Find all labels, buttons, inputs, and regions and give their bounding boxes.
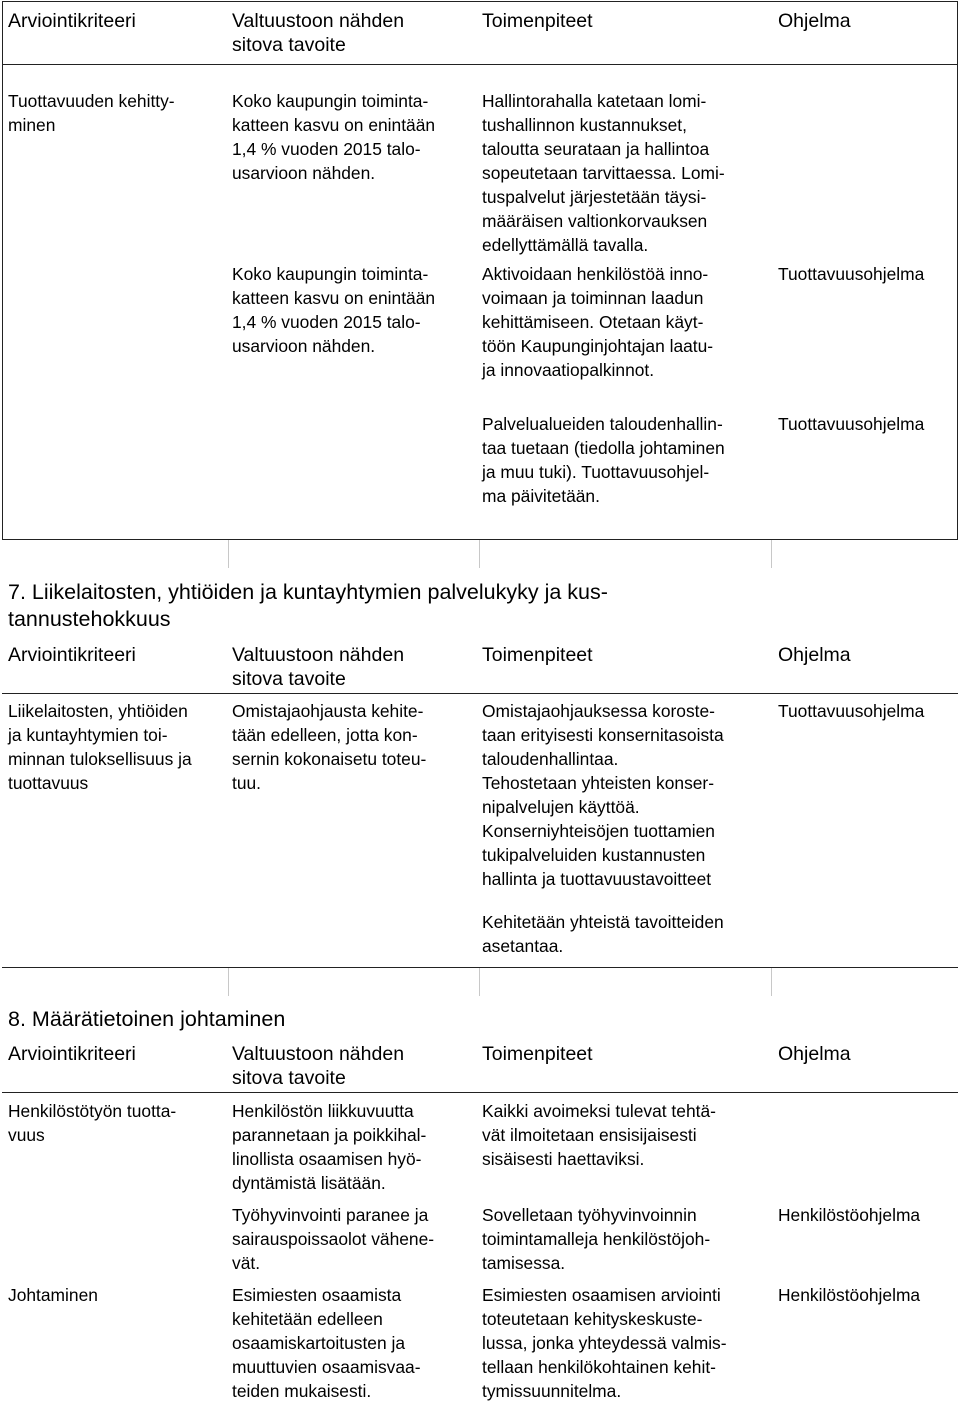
table1-header-border: [2, 64, 958, 65]
s8-goal-mobility: Henkilöstön liikkuvuutta parannetaan ja poikkihal- linollista osaamisen hyö- dyntämistä lisätään.: [232, 1101, 427, 1193]
header-goal: Valtuustoon nähden sitova tavoite: [232, 10, 405, 56]
s7-action-goal-setting: Kehitetään yhteistä tavoitteiden asetantaa.: [482, 912, 724, 956]
s7-header-actions: Toimenpiteet: [482, 644, 593, 666]
s7-header-goal: Valtuustoon nähden sitova tavoite: [232, 644, 405, 690]
s8-header-border: [2, 1092, 958, 1093]
s8-header-program: Ohjelma: [778, 1043, 851, 1065]
s8-program-hr-2: Henkilöstöohjelma: [778, 1285, 921, 1305]
table1-left-border: [2, 1, 3, 539]
divider-tick: [479, 968, 480, 996]
divider-tick: [771, 968, 772, 996]
s7-program-productivity: Tuottavuusohjelma: [778, 701, 925, 721]
s7-header-border: [2, 693, 958, 694]
action-financial-management: Palvelualueiden taloudenhallin- taa tuetaan (tiedolla johtaminen ja muu tuki). Tuottavuusohjel- ma päivitetään.: [482, 414, 725, 506]
s8-action-wellbeing: Sovelletaan työhyvinvoinnin toimintamalleja henkilöstöjoh- tamisessa.: [482, 1205, 711, 1273]
s8-program-hr-1: Henkilöstöohjelma: [778, 1205, 921, 1225]
table1-right-border: [957, 1, 958, 539]
header-actions: Toimenpiteet: [482, 10, 593, 32]
header-program: Ohjelma: [778, 10, 851, 32]
s8-goal-supervisor-skills: Esimiesten osaamista kehitetään edelleen osaamiskartoitusten ja muuttuvien osaamisvaa- teiden mukaisesti.: [232, 1285, 421, 1401]
s7-goal-ownership: Omistajaohjausta kehite- tään edelleen, jotta kon- sernin kokonaisetu toteu- tuu.: [232, 701, 427, 793]
s8-criteria-hr-productivity: Henkilöstötyön tuotta- vuus: [8, 1101, 177, 1145]
s7-action-ownership: Omistajaohjauksessa koroste- taan erityisesti konsernitasoista taloudenhallintaa. Tehostetaan yhteisten konser- nipalvelujen käyttöä. Konserniyhteisöjen tuottamien tukipalveluiden kustannusten hallinta ja tuottavuustavoitteet: [482, 701, 724, 889]
divider-tick: [479, 540, 480, 568]
action-administration: Hallintorahalla katetaan lomi- tushallinnon kustannukset, taloutta seurataan ja hallintoa sopeutetaan tarvittaessa. Lomi- tuspalvelut järjestetään täysi- määräisen valtionkorvauksen edellyttämällä tavalla.: [482, 91, 725, 255]
s8-action-internal-hiring: Kaikki avoimeksi tulevat tehtä- vät ilmoitetaan ensisijaisesti sisäisesti haettaviksi.: [482, 1101, 716, 1169]
s8-action-development-talks: Esimiesten osaamisen arviointi toteutetaan kehityskeskuste- lussa, jonka yhteydessä valmis- tellaan henkilökohtainen kehit- tymissuunnitelma.: [482, 1285, 727, 1401]
section8-title: 8. Määrätietoinen johtaminen: [8, 1007, 286, 1031]
goal-operating-margin: Koko kaupungin toiminta- katteen kasvu on enintään 1,4 % vuoden 2015 talo- usarvioon nähden.: [232, 91, 436, 183]
criteria-productivity: Tuottavuuden kehitty- minen: [8, 91, 175, 135]
s7-header-program: Ohjelma: [778, 644, 851, 666]
s7-criteria-enterprises: Liikelaitosten, yhtiöiden ja kuntayhtymien toi- minnan tuloksellisuus ja tuottavuus: [8, 701, 192, 793]
s8-header-actions: Toimenpiteet: [482, 1043, 593, 1065]
goal-operating-margin-2: Koko kaupungin toiminta- katteen kasvu on enintään 1,4 % vuoden 2015 talo- usarvioon nähden.: [232, 264, 436, 356]
s7-bottom-border: [2, 967, 958, 968]
action-innovation: Aktivoidaan henkilöstöä inno- voimaan ja toiminnan laadun kehittämiseen. Otetaan käyt- töön Kaupunginjohtajan laatu- ja innovaatiopalkinnot.: [482, 264, 714, 380]
table1-top-border: [2, 1, 958, 2]
s8-criteria-leadership: Johtaminen: [8, 1285, 98, 1305]
program-productivity-1: Tuottavuusohjelma: [778, 264, 925, 284]
s8-goal-wellbeing: Työhyvinvointi paranee ja sairauspoissaolot vähene- vät.: [232, 1205, 435, 1273]
program-productivity-2: Tuottavuusohjelma: [778, 414, 925, 434]
s8-header-criteria: Arviointikriteeri: [8, 1043, 136, 1065]
s7-header-criteria: Arviointikriteeri: [8, 644, 136, 666]
header-criteria: Arviointikriteeri: [8, 10, 136, 32]
divider-tick: [228, 540, 229, 568]
s8-header-goal: Valtuustoon nähden sitova tavoite: [232, 1043, 405, 1089]
divider-tick: [228, 968, 229, 996]
divider-tick: [771, 540, 772, 568]
section7-title: 7. Liikelaitosten, yhtiöiden ja kuntayhtymien palvelukyky ja kus- tannustehokkuus: [8, 580, 608, 631]
table1-bottom-border: [2, 539, 958, 540]
